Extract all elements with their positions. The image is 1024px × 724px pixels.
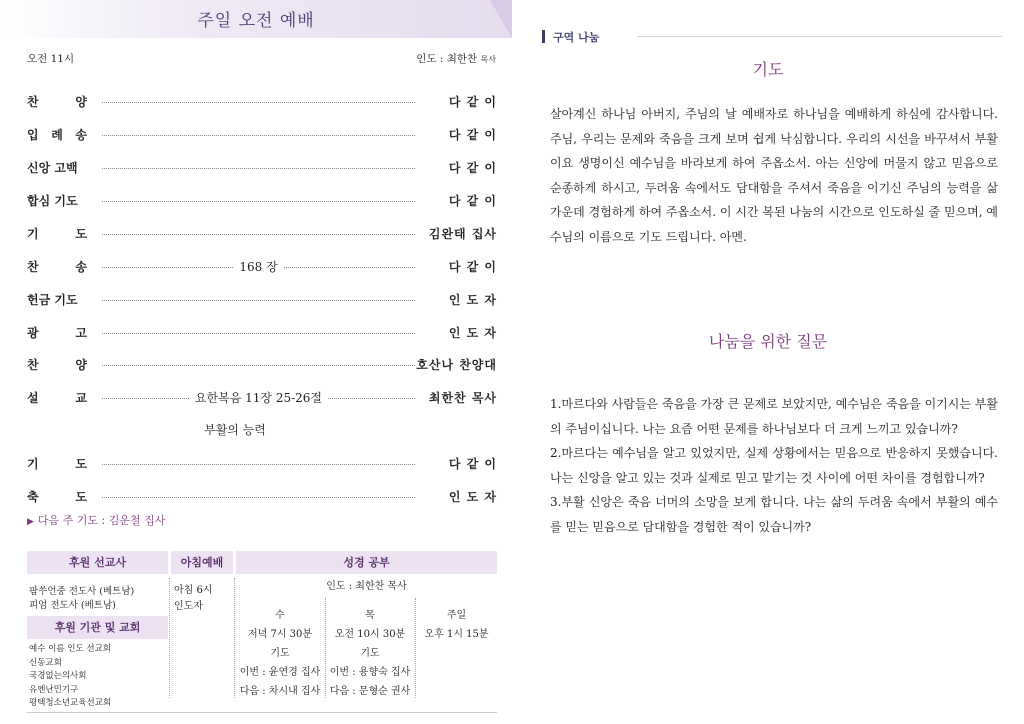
order-person: 인 도 자 <box>448 326 497 340</box>
church-item: 유엔난민기구 <box>29 684 79 695</box>
order-row <box>27 455 497 471</box>
morning-worship-info <box>174 583 213 615</box>
order-label-part: 찬 <box>27 95 39 109</box>
order-label-part: 축 <box>27 490 39 504</box>
order-person: 인 도 자 <box>448 490 497 504</box>
morning-leader: 인도자 <box>174 601 203 612</box>
bible-study-leader: 인도 : 최한찬 목사 <box>326 581 407 592</box>
order-label-part: 헌금 기도 <box>27 293 78 307</box>
order-label <box>27 356 87 373</box>
order-row <box>27 192 497 208</box>
order-label-part: 설 <box>27 391 39 405</box>
order-person: 다 같 이 <box>448 128 497 142</box>
bible-study-thursday <box>326 606 414 701</box>
day-line: 기도 <box>360 648 380 659</box>
order-person: 인 도 자 <box>448 293 497 307</box>
question-item: 1.마르다와 사람들은 죽음을 가장 큰 문제로 보았지만, 예수님은 죽음을 이기시는 부활의 주님이십니다. 나는 요즘 어떤 문제를 하나님보다 더 크게 느끼고 있습니까? <box>550 397 998 436</box>
day-line: 오후 1시 15분 <box>424 629 489 640</box>
order-label-part: 합심 기도 <box>27 194 78 208</box>
dotted-leader <box>102 234 415 235</box>
missionary-header: 후원 선교사 <box>27 551 168 574</box>
order-row <box>27 126 497 142</box>
order-label-part: 례 <box>51 128 63 142</box>
leader-name: 인도 : 최한찬 <box>416 53 478 65</box>
order-row <box>27 93 497 109</box>
order-label <box>27 389 87 406</box>
order-label <box>27 159 87 176</box>
table-bottom-rule <box>27 712 497 713</box>
order-label <box>27 488 87 505</box>
bible-study-header: 성경 공부 <box>236 551 497 574</box>
triangle-bullet-icon: ▶ <box>27 517 34 527</box>
order-label <box>27 324 87 341</box>
dotted-leader <box>102 201 415 202</box>
day-label: 주일 <box>446 610 467 621</box>
order-label-part: 도 <box>75 490 87 504</box>
order-person: 다 같 이 <box>448 457 497 471</box>
order-label <box>27 192 87 209</box>
section-tag <box>542 29 599 45</box>
question-item: 2.마르다는 예수님을 알고 있었지만, 실제 상황에서는 믿음으로 반응하지 못했습니다. 나는 신앙을 알고 있는 것과 실제로 믿고 맡기는 것 사이에 어떤 차이를 경험합니까? <box>550 446 998 485</box>
order-row <box>27 159 497 175</box>
order-label-part: 신앙 고백 <box>27 161 78 175</box>
order-label-part: 찬 <box>27 260 39 274</box>
order-label <box>27 291 87 308</box>
dotted-leader <box>102 464 415 465</box>
missionary-list <box>29 585 134 613</box>
order-detail-text: 요한복음 11장 25-26절 <box>189 391 328 405</box>
order-detail <box>102 258 415 275</box>
order-person: 다 같 이 <box>448 260 497 274</box>
dotted-leader <box>102 300 415 301</box>
morning-worship-header: 아침예배 <box>171 551 233 574</box>
column-divider <box>169 578 170 698</box>
order-label-part: 송 <box>75 260 87 274</box>
day-label: 목 <box>365 610 375 621</box>
day-line: 오전 10시 30분 <box>334 629 406 640</box>
sermon-title: 부활의 능력 <box>204 423 266 437</box>
order-row <box>27 356 497 372</box>
day-line: 이번 : 용향숙 집사 <box>329 667 411 678</box>
church-list <box>29 643 111 711</box>
order-detail <box>102 389 415 406</box>
order-detail-text: 168 장 <box>233 260 283 274</box>
order-label <box>27 225 87 242</box>
dotted-leader <box>102 333 415 334</box>
order-label-part: 기 <box>27 227 39 241</box>
church-item: 예수 이름 인도 선교회 <box>29 644 112 654</box>
church-item: 신동교회 <box>29 657 62 668</box>
question-item: 3.부활 신앙은 죽음 너머의 소망을 보게 합니다. 나는 삶의 두려움 속에서 부활의 예수를 믿는 믿음으로 담대함을 경험한 적이 있습니까? <box>550 495 998 534</box>
church-item: 평택청소년교육선교회 <box>29 698 112 708</box>
service-leader <box>416 51 496 66</box>
bible-study-wednesday <box>236 606 324 701</box>
order-person: 다 같 이 <box>448 194 497 208</box>
order-label-part: 도 <box>75 457 87 471</box>
prayer-heading: 기도 <box>752 60 784 79</box>
order-label-part: 입 <box>27 128 39 142</box>
order-label <box>27 93 87 110</box>
dotted-leader <box>102 102 415 103</box>
order-label-part: 도 <box>75 227 87 241</box>
order-row <box>27 488 497 504</box>
section-rule <box>637 36 1002 37</box>
next-week-prayer <box>27 512 165 528</box>
order-row <box>27 324 497 340</box>
order-row <box>27 258 497 274</box>
dotted-leader <box>102 365 415 366</box>
order-label-part: 송 <box>75 128 87 142</box>
questions-heading: 나눔을 위한 질문 <box>708 332 828 351</box>
order-person: 다 같 이 <box>448 95 497 109</box>
dotted-leader <box>102 497 415 498</box>
next-prayer-text: 다음 주 기도 : 김운철 집사 <box>37 514 166 527</box>
bible-study-sunday <box>416 606 497 644</box>
order-label-part: 양 <box>75 358 87 372</box>
order-row <box>27 291 497 307</box>
order-label-part: 기 <box>27 457 39 471</box>
order-row <box>27 389 497 405</box>
morning-time: 아침 6시 <box>174 585 213 596</box>
order-label-part: 양 <box>75 95 87 109</box>
order-person: 호산나 찬양대 <box>416 358 497 372</box>
leader-role: 목사 <box>480 55 496 64</box>
day-line: 이번 : 윤연경 집사 <box>239 667 321 678</box>
question-list <box>550 392 998 539</box>
day-line: 다음 : 차시내 집사 <box>239 686 321 697</box>
service-time: 오전 11시 <box>27 53 75 65</box>
day-line: 다음 : 문형순 권사 <box>329 686 411 697</box>
section-bar-icon <box>542 30 545 43</box>
order-label <box>27 258 87 275</box>
column-divider <box>234 578 235 698</box>
page-title: 주일 오전 예배 <box>197 11 315 31</box>
church-item: 국경없는의사회 <box>29 671 87 681</box>
order-label <box>27 455 87 472</box>
order-row <box>27 225 497 241</box>
dotted-leader <box>102 135 415 136</box>
order-label-part: 교 <box>75 391 87 405</box>
order-person: 김완태 집사 <box>428 227 497 241</box>
prayer-text: 살아계신 하나님 아버지, 주님의 날 예배자로 하나님을 예배하게 하심에 감사합니다. 주님, 우리는 문제와 죽음을 크게 보며 쉽게 낙심합니다. 우리의 시선을 바꾸셔서 부활이요 생명이신 예수님을 바라보게 하여 주옵소서. 아는 신앙에 머물지 않고 믿음으로 순종하게 하시고, 두려움 속에서도 담대함을 주셔서 죽음을 이기신 주님의 능력을 삶 가운데 경험하게 하여 주옵소서. 이 시간 복된 나눔의 시간으로 인도하실 줄 믿으며, 예수님의 이름으로 기도 드립니다. 아멘. <box>550 107 998 244</box>
right-page <box>512 0 1024 724</box>
order-label-part: 광 <box>27 326 39 340</box>
order-label-part: 찬 <box>27 358 39 372</box>
order-label-part: 고 <box>75 326 87 340</box>
missionary-item: 팜쑤언중 전도사 (베트남) <box>29 586 135 597</box>
missionary-item: 피엄 전도사 (베트남) <box>29 600 116 611</box>
support-churches-header: 후원 기관 및 교회 <box>27 616 168 639</box>
day-label: 수 <box>275 610 285 621</box>
order-person: 최한찬 목사 <box>428 391 497 405</box>
day-line: 기도 <box>270 648 290 659</box>
dotted-leader <box>102 168 415 169</box>
day-line: 저녁 7시 30분 <box>247 629 313 640</box>
section-label: 구역 나눔 <box>553 31 600 44</box>
order-person: 다 같 이 <box>448 161 497 175</box>
order-label <box>27 126 87 143</box>
